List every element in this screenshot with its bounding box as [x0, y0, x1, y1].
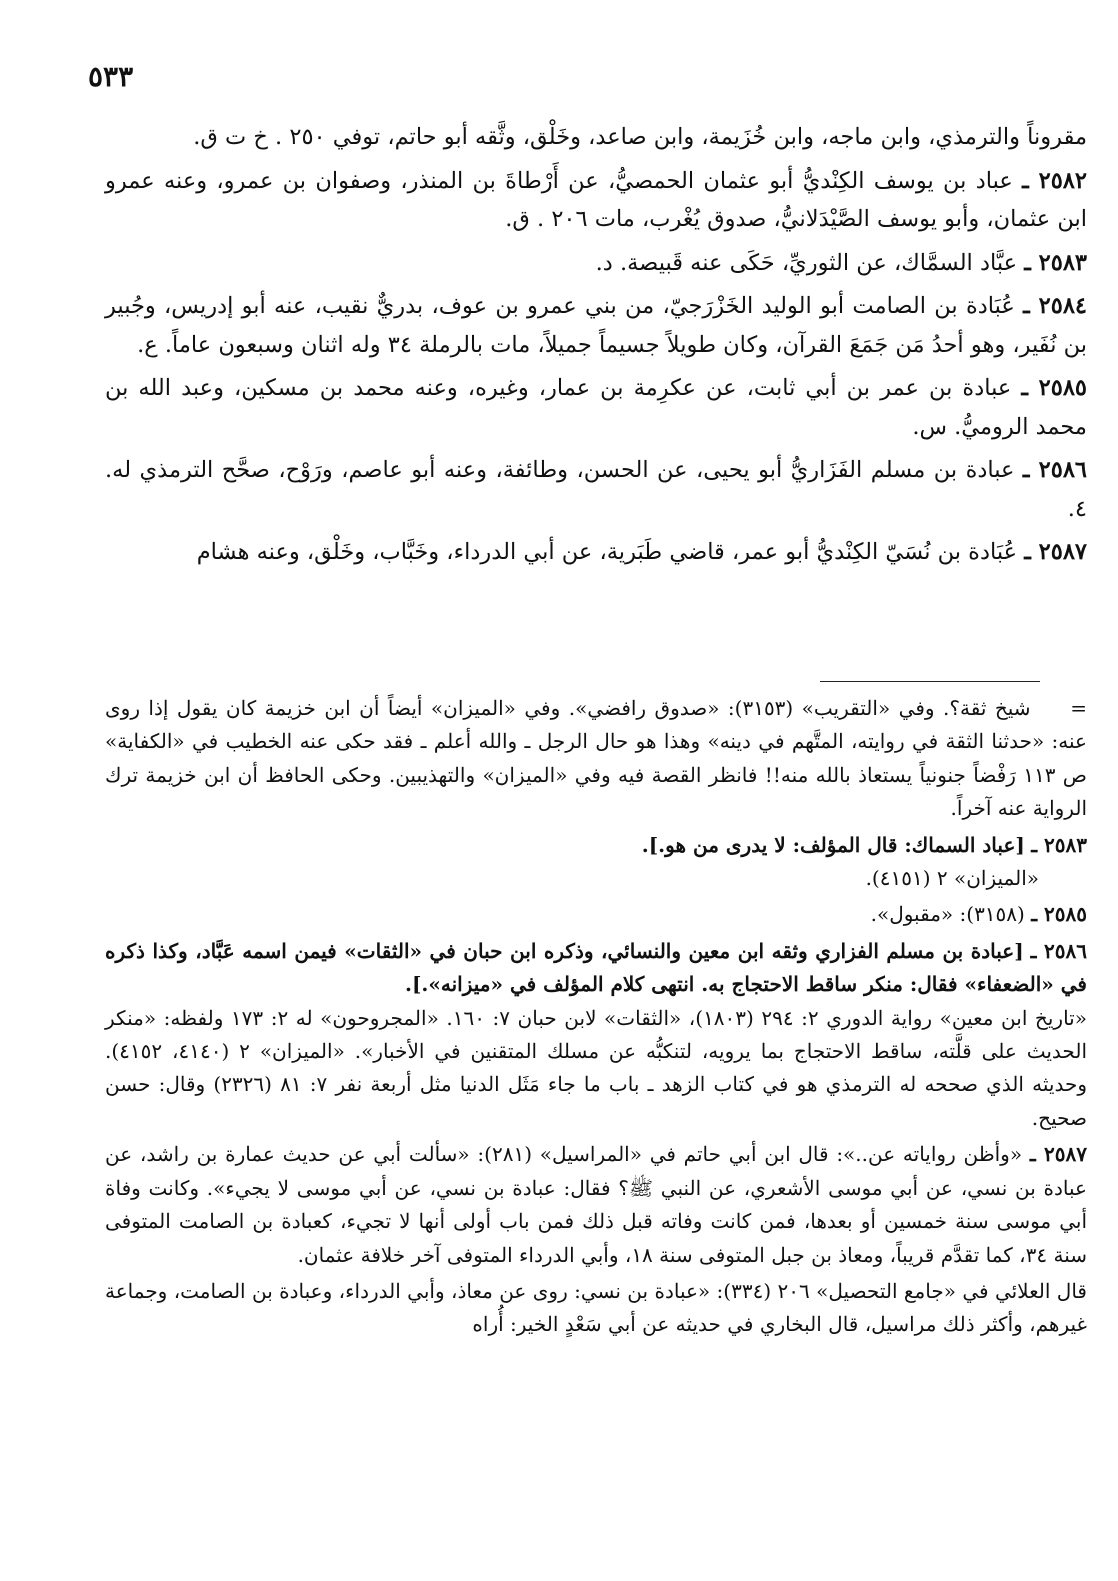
- entry-number: ٢٥٨٧ ـ: [1024, 539, 1087, 565]
- entry-number: ٢٥٨٦ ـ: [1022, 457, 1087, 483]
- note-author-quote: [عبادة بن مسلم الفزاري وثقه ابن معين والنسائي، وذكره ابن حبان في «الثقات» فيمن اسمه عَبَّاد، وكذا ذكره في «الضعفاء» فقال: منكر ساقط الاحتجاج به. انتهى كلام المؤلف في «ميزانه».].: [105, 938, 1087, 997]
- entry-text: عباد بن يوسف الكِنْديُّ أبو عثمان الحمصيُّ، عن أَرْطاةَ بن المنذر، وصفوان بن عمرو، وعنه عمرو ابن عثمان، وأبو يوسف الصَّيْدَلانيُّ، صدوق يُغْرب، مات ٢٠٦ . ق.: [105, 167, 1087, 232]
- entry-number: ٢٥٨٣ ـ: [1024, 249, 1087, 276]
- note-number: ٢٥٨٦ ـ: [1030, 938, 1087, 963]
- note-number: ٢٥٨٧ ـ: [1029, 1142, 1088, 1167]
- continuation-mark: =: [1070, 696, 1088, 720]
- note-number: ٢٥٨٣ ـ: [1031, 832, 1087, 857]
- entry-number: ٢٥٨٢ ـ: [1022, 167, 1087, 194]
- note-text: (٣١٥٨): «مقبول».: [870, 902, 1025, 927]
- entry-text: عُبَادة بن نُسَيّ الكِنْديُّ أبو عمر، قاضي طَبَرية، عن أبي الدرداء، وخَبَّاب، وخَلْق، وعنه هشام: [196, 539, 1018, 565]
- footnotes: [105, 692, 1087, 1345]
- entry-text: مقروناً والترمذي، وابن ماجه، وابن خُزَيمة، وابن صاعد، وخَلْق، وثَّقه أبو حاتم، توفي ٢٥٠ . خ ت ق.: [193, 124, 1087, 150]
- note-text: قال العلائي في «جامع التحصيل» ٢٠٦ (٣٣٤): «عبادة بن نسي: روى عن معاذ، وأبي الدرداء، وعبادة بن الصامت، وجماعة غيرهم، وأكثر ذلك مراسيل، قال البخاري في حديثه عن أبي سَعْدٍ الخير: أُراه: [105, 1278, 1087, 1337]
- note-2586: [105, 935, 1087, 1135]
- note-text: «تاريخ ابن معين» رواية الدوري ٢: ٢٩٤ (١٨٠٣)، «الثقات» لابن حبان ٧: ١٦٠. «المجروحون» له ٢: ١٧٣ ولفظه: «منكر الحديث على قلَّته، ساقط الاحتجاج بما يرويه، لتنكبُّه عن مسلك المتقنين في الأخبار». «الميزان» ٢ (٤١٤٠، ٤١٥٢). وحديثه الذي صححه له الترمذي هو في كتاب الزهد ـ باب ما جاء مَثَل الدنيا مثل أربعة نفر ٧: ٨١ (٢٣٢٦) وقال: حسن صحيح.: [105, 1005, 1087, 1130]
- entry-text: عبادة بن مسلم الفَزَاريُّ أبو يحيى، عن الحسن، وطائفة، وعنه أبو عاصم، ورَوْح، صحَّح الترمذي له. ٤.: [105, 457, 1087, 522]
- note-2585: [105, 898, 1087, 931]
- note-2587: [105, 1138, 1087, 1272]
- note-text: شيخ ثقة؟. وفي «التقريب» (٣١٥٣): «صدوق رافضي». وفي «الميزان» أيضاً أن ابن خزيمة كان يقول إذا روى عنه: «حدثنا الثقة في روايته، المتَّهم في دينه» وهذا هو حال الرجل ـ والله أعلم ـ فقد حكى عنه الخطيب في «الكفاية» ص ١١٣ رَفْضاً جنونياً يستعاذ بالله منه!! فانظر القصة فيه وفي «الميزان» والتهذيبين. وحكى الحافظ أن ابن خزيمة ترك الرواية عنه آخراً.: [105, 696, 1087, 821]
- note-2587-cont: [105, 1275, 1087, 1342]
- note-text: «الميزان» ٢ (٤١٥١).: [865, 866, 1039, 891]
- entry-2583: [105, 244, 1087, 283]
- footnote-divider: [820, 681, 1040, 682]
- entry-text: عُبَادة بن الصامت أبو الوليد الخَزْرَجيّ، من بني عمرو بن عوف، بدريٌّ نقيب، عنه أبو إدريس، وجُبير بن نُفَير، وهو أحدُ مَن جَمَعَ القرآن، وكان طويلاً جسيماً جميلاً، مات بالرملة ٣٤ وله اثنان وسبعون عاماً. ع.: [105, 293, 1087, 358]
- entry-text: عبَّاد السمَّاك، عن الثوريِّ، حَكَى عنه قَبيصة. د.: [595, 249, 1018, 276]
- entry-2587: [105, 533, 1087, 572]
- note-continuation: [105, 692, 1087, 826]
- entry-number: ٢٥٨٥ ـ: [1021, 375, 1087, 401]
- entry-2584: [105, 287, 1087, 364]
- entry-2586: [105, 451, 1087, 528]
- entry-number: ٢٥٨٤ ـ: [1023, 293, 1087, 319]
- entry-text: عبادة بن عمر بن أبي ثابت، عن عكرِمة بن عمار، وغيره، وعنه محمد بن مسكين، وعبد الله بن محمد الروميُّ. س.: [105, 375, 1087, 440]
- note-text: «وأظن رواياته عن..»: قال ابن أبي حاتم في «المراسيل» (٢٨١): «سألت أبي عن حديث عمارة بن راشد، عن عبادة بن نسي، عن أبي موسى الأشعري، عن النبي ﷺ؟ فقال: عبادة بن نسي، عن أبي موسى لا يجيء». وكانت وفاة أبي موسى سنة خمسين أو بعدها، فمن كانت وفاته قبل ذلك فمن باب أولى أنها لا تجيء، كعبادة بن الصامت المتوفى سنة ٣٤، كما تقدَّم قريباً، ومعاذ بن جبل المتوفى سنة ١٨، وأبي الدرداء المتوفى آخر خلافة عثمان.: [105, 1142, 1087, 1267]
- entry-continuation: [105, 118, 1087, 157]
- entry-2582: [105, 162, 1087, 239]
- note-number: ٢٥٨٥ ـ: [1031, 902, 1087, 927]
- page-number: ٥٣٣: [88, 60, 134, 93]
- note-author-quote: [عباد السماك: قال المؤلف: لا يدرى من هو.].: [641, 832, 1025, 857]
- entry-2585: [105, 369, 1087, 446]
- main-text: [105, 118, 1087, 577]
- note-2583: [105, 829, 1087, 896]
